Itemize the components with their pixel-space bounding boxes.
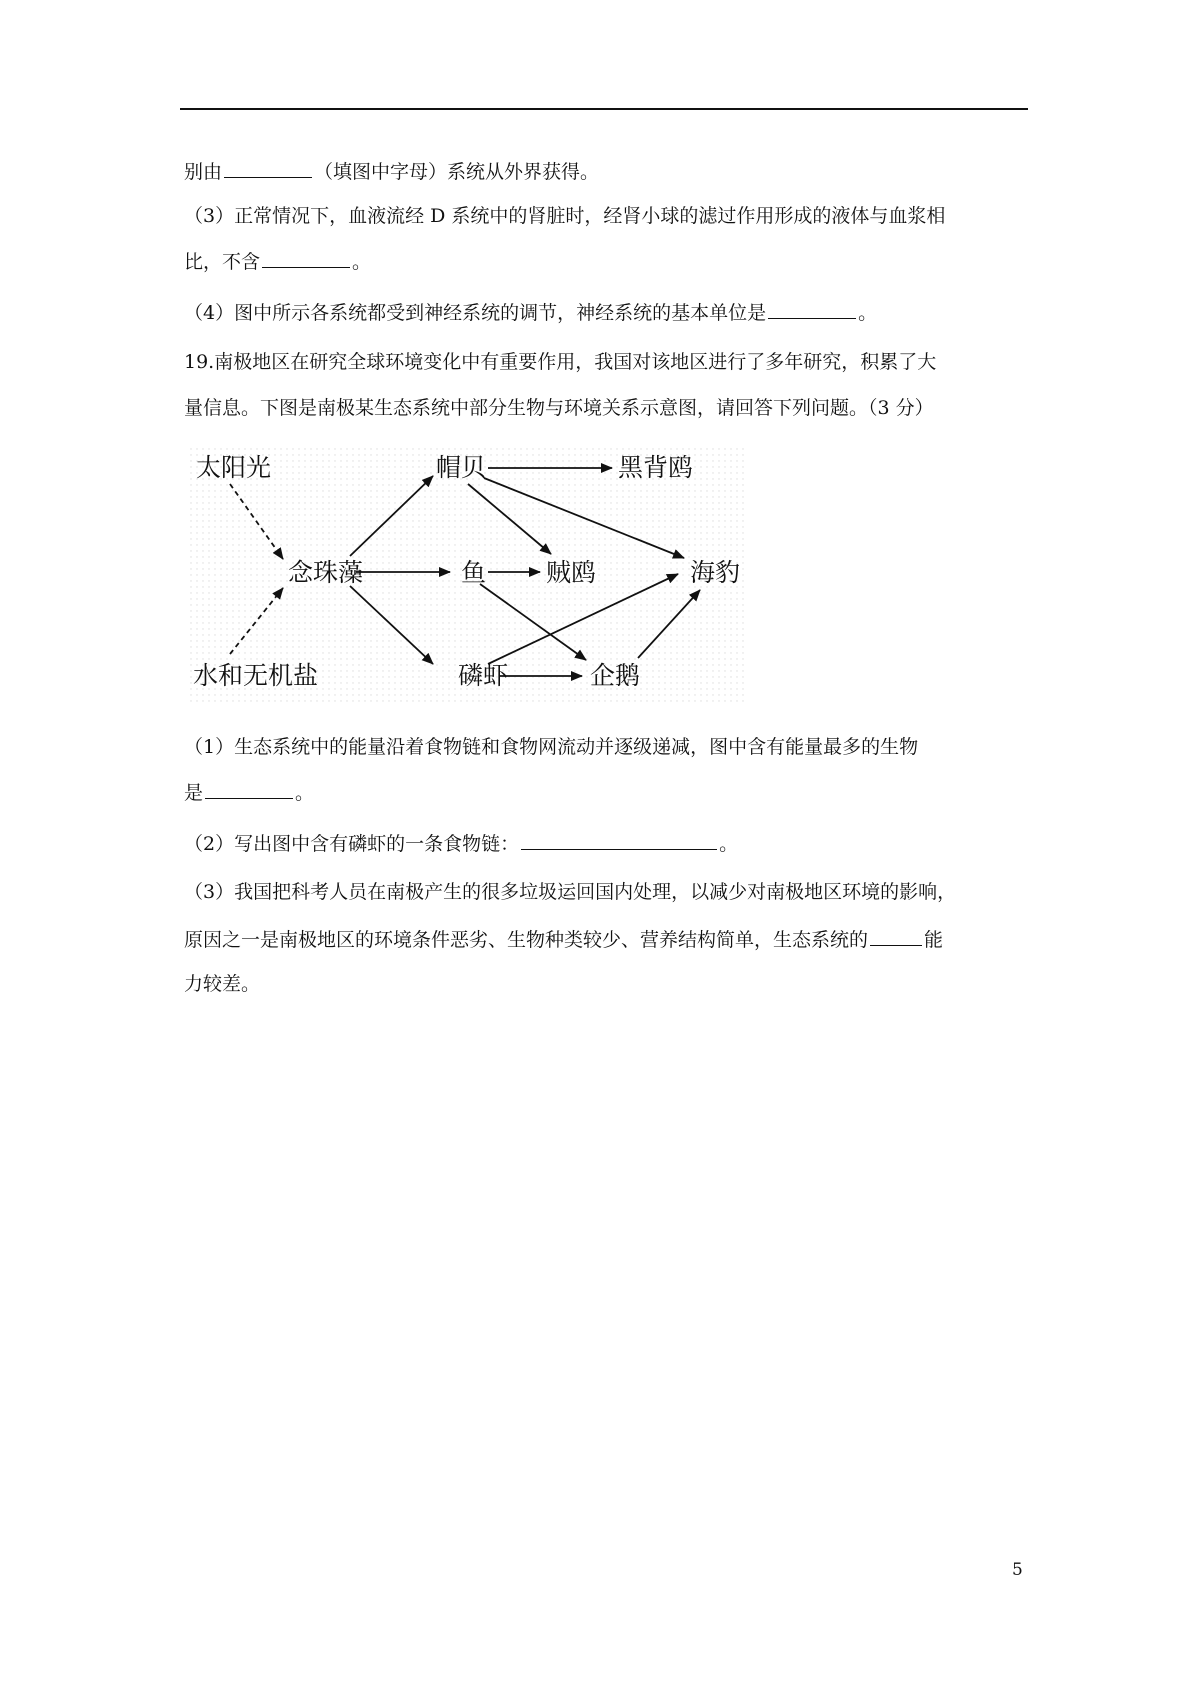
sub-question-3-line-2 — [184, 925, 943, 954]
text: 。 — [858, 302, 878, 324]
node-water-minerals: 水和无机盐 — [193, 661, 319, 690]
text-line-3 — [184, 247, 371, 276]
answer-blank[interactable] — [205, 778, 293, 799]
text: 别由 — [184, 161, 223, 183]
node-penguin: 企鹅 — [590, 661, 641, 690]
text-line-1 — [184, 157, 599, 186]
question-19-line-1: 19.南极地区在研究全球环境变化中有重要作用，我国对该地区进行了多年研究，积累了大 — [184, 351, 937, 373]
node-nostoc: 念珠藻 — [288, 558, 364, 587]
sub-question-2 — [184, 829, 738, 858]
sub-question-1-line-2 — [184, 778, 314, 807]
text: 原因之一是南极地区的环境条件恶劣、生物种类较少、营养结构简单，生态系统的 — [184, 929, 869, 951]
text: 。 — [295, 782, 315, 804]
answer-blank[interactable] — [224, 157, 312, 178]
food-web-diagram — [188, 446, 748, 704]
header-rule — [180, 108, 1028, 110]
sub-question-3-line-3: 力较差。 — [184, 973, 261, 995]
node-skua: 贼鸥 — [546, 558, 597, 587]
text: 比，不含 — [184, 251, 261, 273]
text: （2）写出图中含有磷虾的一条食物链： — [184, 833, 520, 855]
text: 。 — [352, 251, 372, 273]
node-sun: 太阳光 — [196, 453, 272, 482]
text: （4）图中所示各系统都受到神经系统的调节，神经系统的基本单位是 — [184, 302, 767, 324]
sub-question-3-line-1: （3）我国把科考人员在南极产生的很多垃圾运回国内处理，以减少对南极地区环境的影响， — [184, 881, 957, 903]
sub-question-1-line-1: （1）生态系统中的能量沿着食物链和食物网流动并逐级递减，图中含有能量最多的生物 — [184, 736, 919, 758]
text: 是 — [184, 782, 204, 804]
node-limpet: 帽贝 — [436, 453, 487, 482]
text: （填图中字母）系统从外界获得。 — [314, 161, 600, 183]
text-line-4 — [184, 298, 877, 327]
answer-blank[interactable] — [521, 829, 717, 850]
node-krill: 磷虾 — [458, 661, 509, 690]
node-fish: 鱼 — [461, 558, 487, 587]
page-number: 5 — [1012, 1560, 1023, 1580]
answer-blank[interactable] — [768, 298, 856, 319]
text: 能 — [924, 929, 944, 951]
node-black-backed-gull: 黑背鸥 — [618, 453, 694, 482]
text-line-2: （3）正常情况下，血液流经 D 系统中的肾脏时，经肾小球的滤过作用形成的液体与血浆相 — [184, 205, 946, 227]
answer-blank[interactable] — [262, 247, 350, 268]
question-19-line-2: 量信息。下图是南极某生态系统中部分生物与环境关系示意图，请回答下列问题。（3 分） — [184, 397, 934, 419]
text: 。 — [719, 833, 739, 855]
answer-blank[interactable] — [870, 925, 922, 946]
node-seal: 海豹 — [690, 558, 741, 587]
